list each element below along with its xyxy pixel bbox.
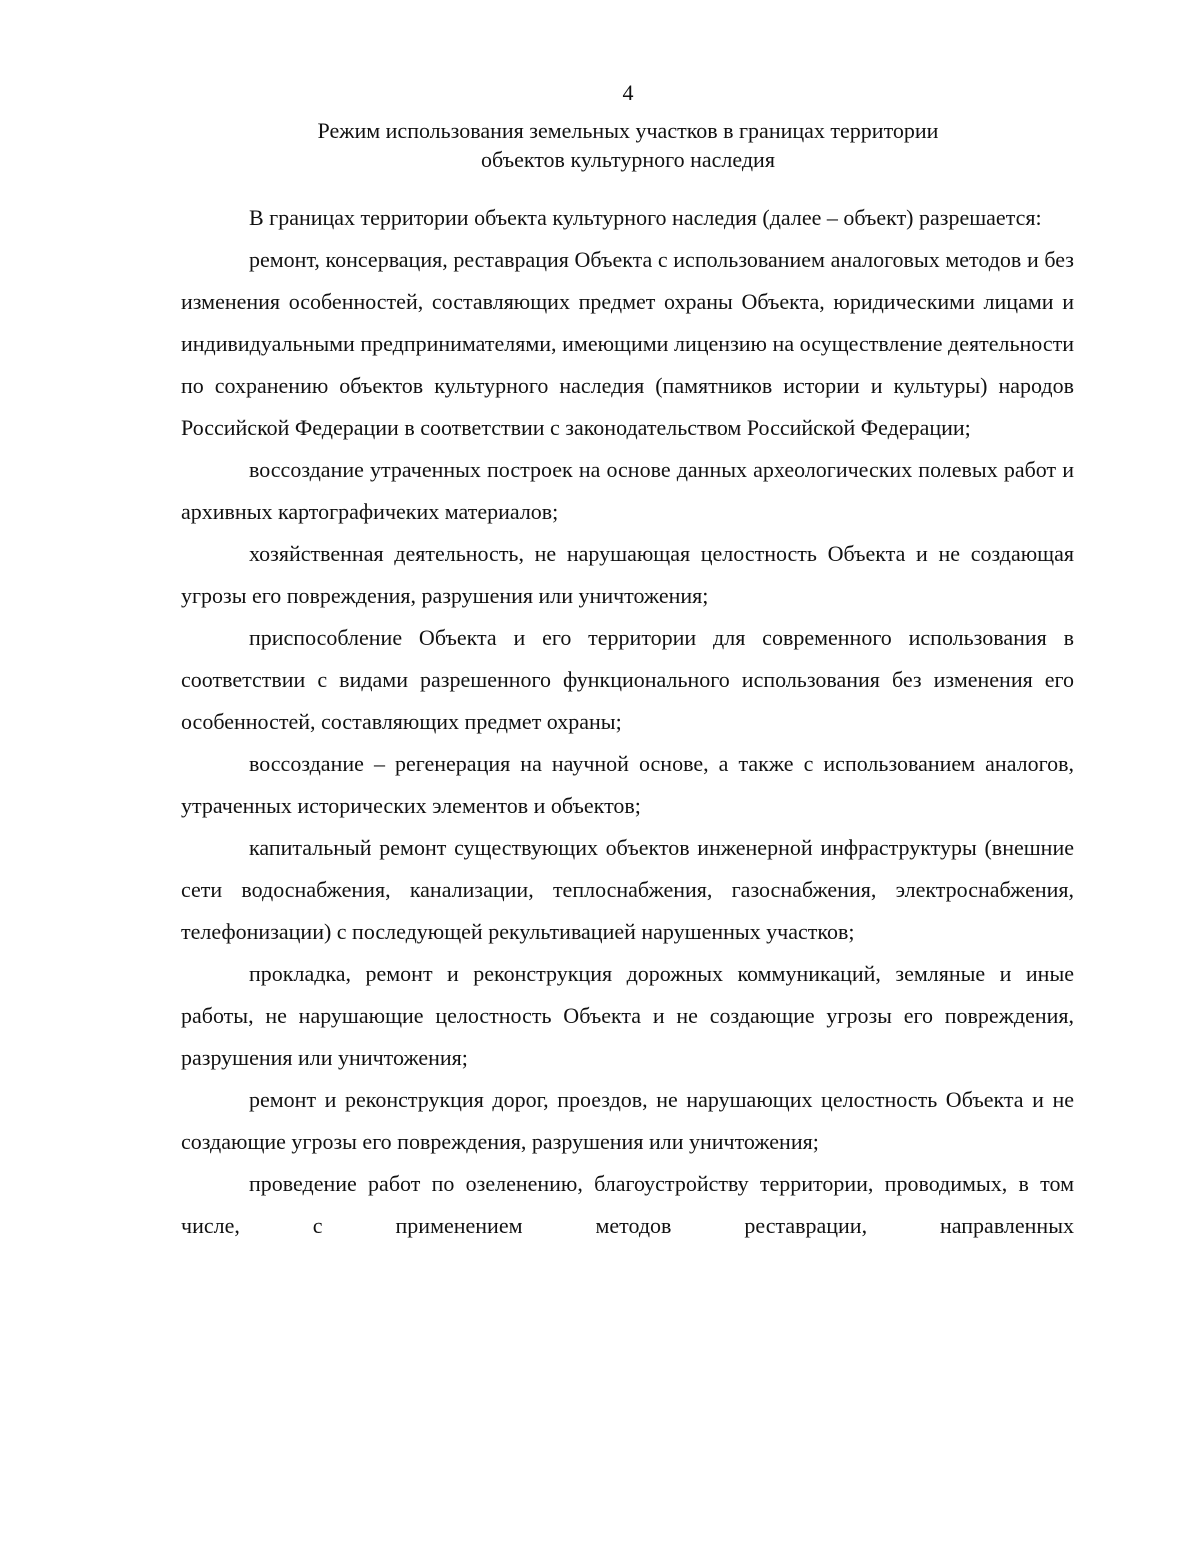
page-number: 4	[622, 80, 634, 105]
body-text	[181, 197, 1074, 1247]
paragraph-recreation-buildings: воссоздание утраченных построек на основе данных археологических полевых работ и архивных картографичеких материалов;	[181, 457, 1074, 524]
paragraph-road-communications: прокладка, ремонт и реконструкция дорожных коммуникаций, земляные и иные работы, не нарушающие целостность Объекта и не создающие угрозы его повреждения, разрушения или уничтожения;	[181, 961, 1074, 1070]
paragraph-infrastructure-repair: капитальный ремонт существующих объектов инженерной инфраструктуры (внешние сети водоснабжения, канализации, теплоснабжения, газоснабжения, электроснабжения, телефонизации) с последующей рекультивацией нарушенных участков;	[181, 835, 1074, 944]
heading-line-2: объектов культурного наследия	[481, 147, 775, 172]
paragraph-landscaping: проведение работ по озеленению, благоустройству территории, проводимых, в том числе, с применением методов реставрации, направленных	[181, 1171, 1074, 1238]
paragraph-regeneration: воссоздание – регенерация на научной основе, а также с использованием аналогов, утраченных исторических элементов и объектов;	[181, 751, 1074, 818]
paragraph-adaptation: приспособление Объекта и его территории для современного использования в соответствии с видами разрешенного функционального использования без изменения его особенностей, составляющих предмет охраны;	[181, 625, 1074, 734]
section-heading	[180, 116, 1076, 174]
paragraph-repair-conservation: ремонт, консервация, реставрация Объекта с использованием аналоговых методов и без изменения особенностей, составляющих предмет охраны Объекта, юридическими лицами и индивидуальными предпринимателями, имеющими лицензию на осуществление деятельности по сохранению объектов культурного наследия (памятников истории и культуры) народов Российской Федерации в соответствии с законодательством Российской Федерации;	[181, 247, 1074, 440]
paragraph-economic-activity: хозяйственная деятельность, не нарушающая целостность Объекта и не создающая угрозы его повреждения, разрушения или уничтожения;	[181, 541, 1074, 608]
paragraph-roads-repair: ремонт и реконструкция дорог, проездов, не нарушающих целостность Объекта и не создающие угрозы его повреждения, разрушения или уничтожения;	[181, 1087, 1074, 1154]
heading-line-1: Режим использования земельных участков в границах территории	[317, 118, 939, 143]
paragraph-intro: В границах территории объекта культурного наследия (далее – объект) разрешается:	[249, 205, 1042, 230]
